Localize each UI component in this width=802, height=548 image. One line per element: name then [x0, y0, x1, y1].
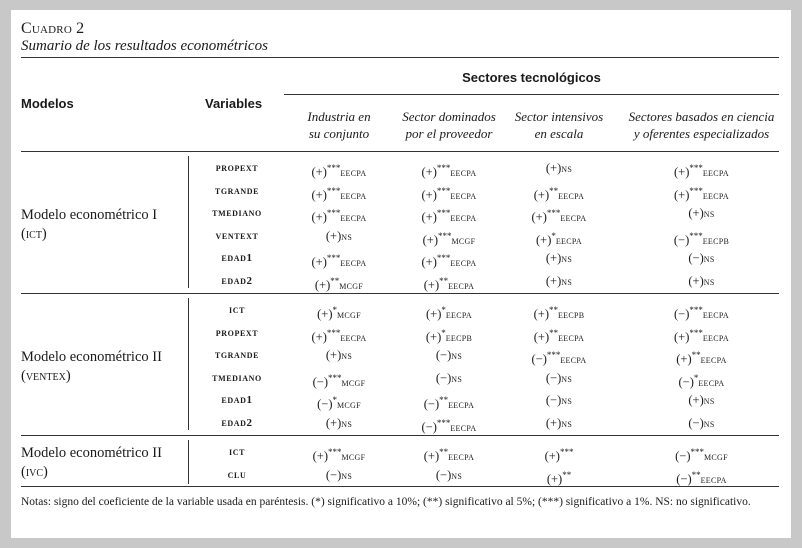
sectores-rule	[284, 94, 779, 95]
table-cell: (−)***eecpb	[673, 230, 730, 247]
table-cell: (+)ns	[545, 161, 573, 175]
variable-label: propext	[215, 326, 259, 339]
table-cell: (−)*mcgf	[317, 395, 361, 412]
variable-label: propext	[215, 162, 259, 174]
table-cell: (+)ns	[688, 206, 715, 220]
table-cell: (+)**eecpb	[533, 305, 585, 322]
table-cell: (+)***eecpa	[674, 327, 729, 344]
table-cell: (+)ns	[325, 415, 353, 430]
table-cell: (+)ns	[545, 251, 573, 265]
table-cell: (+)*mcgf	[317, 305, 361, 322]
table-page	[11, 10, 791, 538]
table-cell: (+)ns	[545, 415, 573, 430]
table-cell: (−)***mcgf	[675, 447, 728, 464]
table-cell: (+)**eecpa	[676, 350, 727, 367]
table-cell: (+)***eecpa	[531, 208, 587, 225]
table-cell: (+)***eecpa	[311, 185, 367, 202]
table-cell: (+)ns	[325, 348, 353, 362]
table-cell: (+)**eecpa	[423, 447, 475, 464]
table-cell: (−)ns	[435, 370, 463, 385]
table-cell: (+)ns	[688, 393, 715, 407]
variable-label: ventext	[215, 229, 259, 242]
table-cell: (+)**mcgf	[314, 275, 364, 292]
table-cell: (+)***eecpa	[421, 253, 477, 270]
table-cell: (−)**eecpa	[423, 395, 475, 412]
table-cell: (−)ns	[688, 415, 715, 430]
table-notes: Notas: signo del coeficiente de la variable usada en paréntesis. (*) significativo a 10%; (**) significativo al 5%; (***) significativo a 1%. NS: no significativo.	[21, 496, 751, 508]
table-cell: (+)***eecpa	[311, 327, 367, 344]
table-cell: (+)***eecpa	[311, 253, 367, 270]
table-cell: (+)**eecpa	[533, 185, 585, 202]
table-cell: (+)*eecpb	[425, 327, 473, 344]
caption-title: Sumario de los resultados econométricos	[21, 38, 268, 54]
table-cell: (−)ns	[545, 370, 573, 385]
group-label-ventex: Modelo econométrico II (ventex)	[21, 349, 162, 384]
variable-label: tmediano	[212, 371, 262, 384]
table-cell: (−)ns	[325, 467, 353, 482]
variable-label: edad2	[221, 274, 253, 287]
table-cell: (+)ns	[688, 273, 715, 288]
variable-label: tmediano	[212, 207, 262, 219]
table-cell: (+)**eecpa	[533, 327, 585, 344]
table-cell: (+)***eecpa	[311, 163, 367, 180]
table-cell: (+)***	[544, 447, 574, 464]
table-cell: (+)**eecpa	[423, 275, 475, 292]
table-cell: (+)***mcgf	[312, 447, 366, 464]
variable-label: ict	[228, 304, 246, 316]
variable-label: edad2	[221, 416, 253, 429]
variable-label: edad1	[221, 252, 253, 264]
table-cell: (−)***eecpa	[531, 350, 587, 367]
column-header-ciencia: Sectores basados en ciencia y oferentes especializados	[628, 109, 775, 141]
group-label-ivc: Modelo econométrico II (ivc)	[21, 445, 162, 480]
table-cell: (+)ns	[545, 273, 573, 288]
caption-label: Cuadro 2	[21, 20, 85, 37]
column-header-proveedor: Sector dominados por el proveedor	[402, 109, 496, 141]
table-cell: (+)***eecpa	[421, 208, 477, 225]
table-cell: (−)***eecpa	[421, 417, 477, 434]
variable-label: tgrande	[214, 184, 260, 197]
table-cell: (+)**	[546, 469, 572, 486]
column-header-industria: Industria en su conjunto	[307, 109, 371, 141]
table-cell: (−)**eecpa	[676, 469, 727, 486]
header-modelos: Modelos	[21, 96, 74, 111]
column-header-escala: Sector intensivos en escala	[514, 109, 604, 141]
table-cell: (+)*eecpa	[426, 305, 472, 322]
table-cell: (−)ns	[435, 467, 463, 482]
variable-label: edad1	[221, 394, 253, 406]
table-cell: (+)***eecpa	[421, 185, 477, 202]
table-cell: (−)***mcgf	[312, 372, 366, 389]
table-cell: (+)***eecpa	[674, 163, 729, 180]
top-rule	[21, 57, 779, 58]
table-cell: (+)*eecpa	[536, 230, 582, 247]
header-variables: Variables	[205, 96, 263, 111]
table-cell: (+)***eecpa	[674, 185, 729, 202]
header-sectores: Sectores tecnológicos	[462, 70, 601, 85]
header-rule	[21, 151, 779, 152]
group2-rule	[21, 435, 779, 436]
table-cell: (−)ns	[688, 251, 715, 265]
table-cell: (−)ns	[545, 393, 573, 407]
group-label-ict: Modelo econométrico I (ict)	[21, 207, 158, 242]
table-cell: (−)***eecpa	[674, 305, 729, 322]
table-cell: (−)ns	[435, 348, 463, 362]
bottom-rule	[21, 486, 779, 487]
table-cell: (+)ns	[325, 228, 353, 243]
table-cell: (+)***eecpa	[311, 208, 367, 225]
table-cell: (+)***eecpa	[421, 163, 477, 180]
group1-rule	[21, 293, 779, 294]
variable-label: ict	[228, 446, 246, 458]
variable-label: tgrande	[214, 349, 260, 361]
variable-label: clu	[227, 468, 247, 481]
table-cell: (+)***mcgf	[422, 230, 476, 247]
table-cell: (−)*eecpa	[678, 372, 725, 389]
